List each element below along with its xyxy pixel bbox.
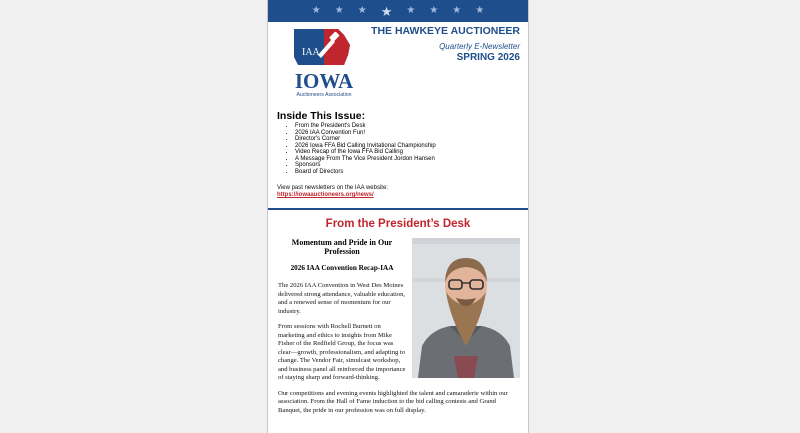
star-banner [268, 0, 528, 22]
newsletter-season: SPRING 2026 [456, 52, 520, 63]
toc-item: • Sponsors [295, 162, 528, 169]
past-newsletters-text: View past newsletters on the IAA website: [277, 185, 388, 191]
star-icon: ★ [452, 5, 462, 16]
star-icon: ★ [475, 5, 485, 16]
presidents-desk-heading: From the President’s Desk [325, 218, 471, 230]
star-icon: ★ [406, 5, 416, 16]
star-icon: ★ [380, 3, 393, 19]
toc-item: • 2026 IAA Convention Fun! [295, 130, 528, 137]
newsletter-subtitle: Quarterly E-Newsletter [439, 42, 520, 51]
past-newsletters-link[interactable]: https://iowaauctioneers.org/news/ [277, 192, 374, 198]
logo-tagline: Auctioneers Association [296, 92, 352, 98]
logo-name: IOWA [294, 69, 354, 93]
toc-list [277, 123, 528, 175]
article-paragraph: The 2026 IAA Convention in West Des Moines delivered strong attendance, valuable education, and a renewed sense of momentum for our industry. [278, 282, 406, 315]
toc-item: • Director's Corner [295, 136, 528, 143]
article-title: Momentum and Pride in Our Profession [291, 238, 393, 256]
newsletter-title: THE HAWKEYE AUCTIONEER [371, 25, 520, 37]
star-icon: ★ [429, 5, 439, 16]
past-newsletters [277, 185, 528, 199]
article-paragraph: Our competitions and evening events highlighted the talent and camaraderie within our association. From the Hall of Fame induction to the bid calling contests and Grand Banquet, the pride in our profession was on full display. [278, 389, 508, 414]
iaa-logo [288, 25, 360, 105]
inside-title: Inside This Issue: [277, 110, 366, 122]
logo-abbr: IAA [302, 47, 320, 58]
inside-this-issue [268, 106, 528, 199]
toc-item: • Video Recap of the Iowa FFA Bid Calling [295, 149, 528, 156]
star-icon: ★ [357, 5, 367, 16]
toc-item: • From the President's Desk [295, 123, 528, 130]
section-divider [268, 208, 528, 210]
president-photo [412, 238, 520, 378]
star-icon: ★ [334, 5, 344, 16]
star-icon: ★ [311, 5, 321, 16]
article-paragraph: From sessions with Rochell Burnett on marketing and ethics to insights from Mike Fisher of the Redfield Group, the focus was clear—growth, professionalism, and adapting to change. The Vendor Fair, simulcast workshop, and business panel all reinforced the importance of staying sharp and forward-thinking. [278, 323, 406, 381]
newsletter-header [268, 22, 528, 106]
toc-item: • Board of Directors [295, 169, 528, 176]
president-article [268, 238, 528, 415]
toc-item: • 2026 Iowa FFA Bid Calling Invitational Championship [295, 143, 528, 150]
toc-item: • A Message From The Vice President Jordon Hansen [295, 156, 528, 163]
president-text [268, 238, 406, 383]
article-subtitle: 2026 IAA Convention Recap-IAA [290, 264, 394, 272]
newsletter-email [267, 0, 529, 433]
